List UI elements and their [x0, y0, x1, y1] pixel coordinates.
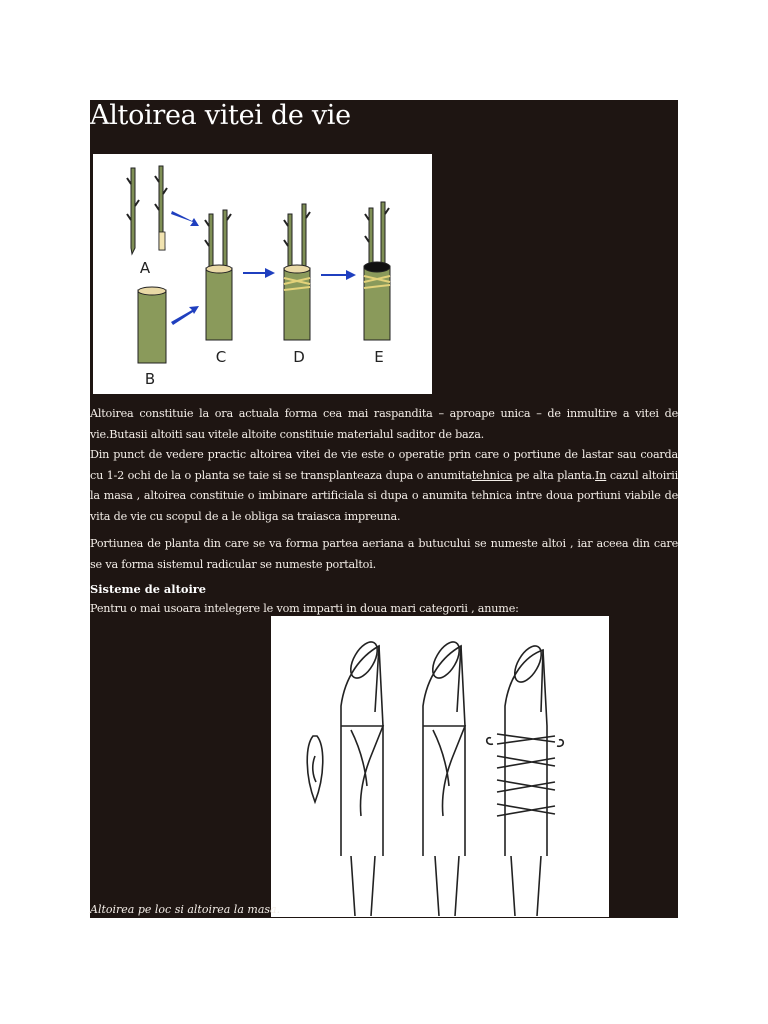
sketch-left-scion — [307, 736, 323, 802]
paragraph-grafting-definition — [90, 404, 678, 527]
page-title: Altoirea vitei de vie — [90, 100, 351, 131]
grafting-steps-figure — [93, 154, 432, 394]
paragraph1-part3: pe alta planta. — [512, 468, 596, 482]
label-c: C — [215, 348, 227, 366]
grafting-sketch-figure — [271, 616, 609, 917]
figure-caption: Altoirea pe loc si altoirea la masa. — [90, 903, 281, 916]
graft-c — [205, 210, 232, 340]
document-page — [90, 100, 678, 918]
sketch-tied-graft — [487, 642, 564, 916]
paragraph1-part2: Din punct de vedere practic altoirea vitei de vie este o operatie prin care o portiune de lastar sau coarda cu 1-2 ochi de la o planta se taie si se transplanteaza dupa o anumita — [90, 448, 678, 482]
grafting-steps-illustration — [93, 154, 432, 394]
graft-e — [364, 202, 390, 340]
paragraph-altoi-portaltoi: Portiunea de planta din care se va forma partea aeriana a butucului se numeste altoi , iar aceea din care se va forma sistemul radicular se numeste portaltoi. — [90, 537, 678, 571]
paragraph1-part1: Altoirea constituie la ora actuala forma cea mai raspandita – aproape unica – de inmultire a vitei de vie.Butasii altoiti sau vitele altoite constituie materialul saditor de baza. — [90, 407, 678, 441]
label-d: D — [293, 348, 305, 366]
label-b: B — [144, 370, 156, 388]
intro-text: Pentru o mai usoara intelegere le vom imparti in doua mari categorii , anume: — [90, 602, 519, 615]
label-e: E — [374, 348, 384, 366]
section-heading: Sisteme de altoire — [90, 582, 207, 596]
grafting-sketch-illustration — [271, 616, 609, 917]
rootstock-b — [138, 287, 166, 363]
label-a: A — [139, 259, 151, 277]
scion-a — [127, 166, 167, 254]
paragraph1-part4: cazul altoirii la masa , altoirea constituie o imbinare artificiala si dupa o anumita tehnica intre doua portiuni viabile de vita de vie cu scopul de a le obliga sa traiasca impreuna. — [90, 468, 678, 523]
arrows — [171, 211, 356, 325]
link-tehnica[interactable]: tehnica — [471, 468, 513, 482]
graft-d — [284, 204, 310, 340]
link-in[interactable]: In — [595, 468, 607, 482]
sketch-cleft-graft-1 — [341, 638, 383, 916]
sketch-cleft-graft-2 — [423, 638, 465, 916]
